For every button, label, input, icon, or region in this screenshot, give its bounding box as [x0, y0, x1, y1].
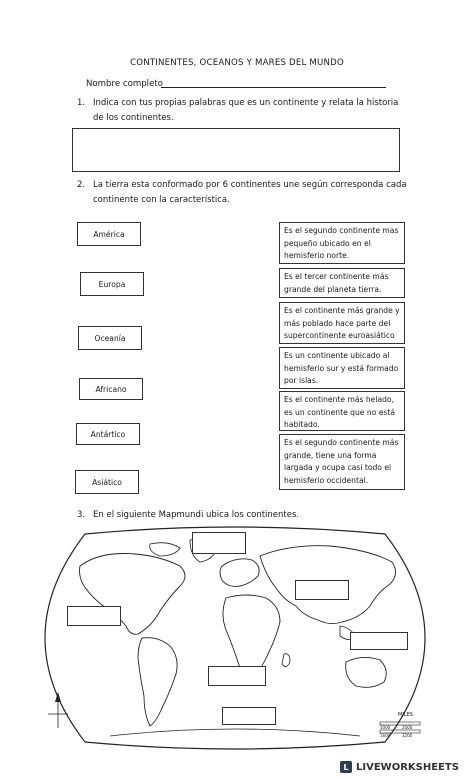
map-label-box[interactable] — [295, 580, 349, 600]
description-box[interactable]: Es el segundo continente más grande, tiene una forma largada y ocupa casi todo el hemisferio occidental. — [279, 434, 405, 490]
name-input-line[interactable] — [161, 87, 386, 88]
worksheet-title: CONTINENTES, OCEANOS Y MARES DEL MUNDO — [130, 58, 344, 68]
brand-text: LIVEWORKSHEETS — [356, 761, 459, 773]
question-text: Indica con tus propias palabras que es un continente y relata la historia de los continentes. — [93, 98, 399, 123]
continent-box-antartico[interactable]: Antártico — [76, 423, 140, 445]
scale-label: MILES — [398, 712, 413, 718]
world-map — [40, 526, 430, 750]
question-text: La tierra esta conformado por 6 continentes une según corresponda cada continente con la característica. — [93, 180, 407, 205]
question-text: En el siguiente Mapmundi ubica los continentes. — [93, 510, 300, 520]
map-label-box[interactable] — [192, 532, 246, 554]
continent-box-asiatico[interactable]: Asiático — [75, 470, 139, 494]
scale-value: 3200 — [402, 733, 413, 738]
description-box[interactable]: Es el continente más grande y más poblado hace parte del supercontinente euroasiático — [279, 302, 405, 344]
map-label-box[interactable] — [208, 666, 266, 686]
map-label-box[interactable] — [67, 606, 121, 626]
map-label-box[interactable] — [350, 632, 408, 650]
question-2 — [77, 178, 407, 208]
scale-value: 1600 — [380, 733, 391, 738]
scale-value: 1000 — [380, 725, 391, 730]
continent-box-africano[interactable]: Africano — [79, 378, 143, 400]
description-box[interactable]: Es el continente más helado, es un continente que no está habitado. — [279, 391, 405, 431]
continent-box-america[interactable]: América — [77, 222, 141, 246]
scale-value: 2000 — [402, 725, 413, 730]
continent-box-oceania[interactable]: Oceanía — [78, 326, 142, 350]
question-number: 3. — [77, 510, 86, 520]
description-box[interactable]: Es el segundo continente mas pequeño ubicado en el hemisferio norte. — [279, 222, 405, 264]
description-box[interactable]: Es un continente ubicado al hemisferio sur y está formado por islas. — [279, 347, 405, 389]
question-number: 1. — [77, 98, 86, 108]
question-3 — [77, 508, 407, 523]
question-1 — [77, 96, 407, 126]
answer-textbox[interactable] — [72, 128, 400, 172]
map-label-box[interactable] — [222, 707, 276, 725]
liveworksheets-logo-icon: L — [340, 761, 352, 773]
description-box[interactable]: Es el tercer continente más grande del planeta tierra. — [279, 268, 405, 298]
continent-box-europa[interactable]: Europa — [80, 272, 144, 296]
question-number: 2. — [77, 180, 86, 190]
name-label: Nombre completo — [86, 79, 163, 89]
liveworksheets-footer[interactable] — [340, 759, 470, 775]
